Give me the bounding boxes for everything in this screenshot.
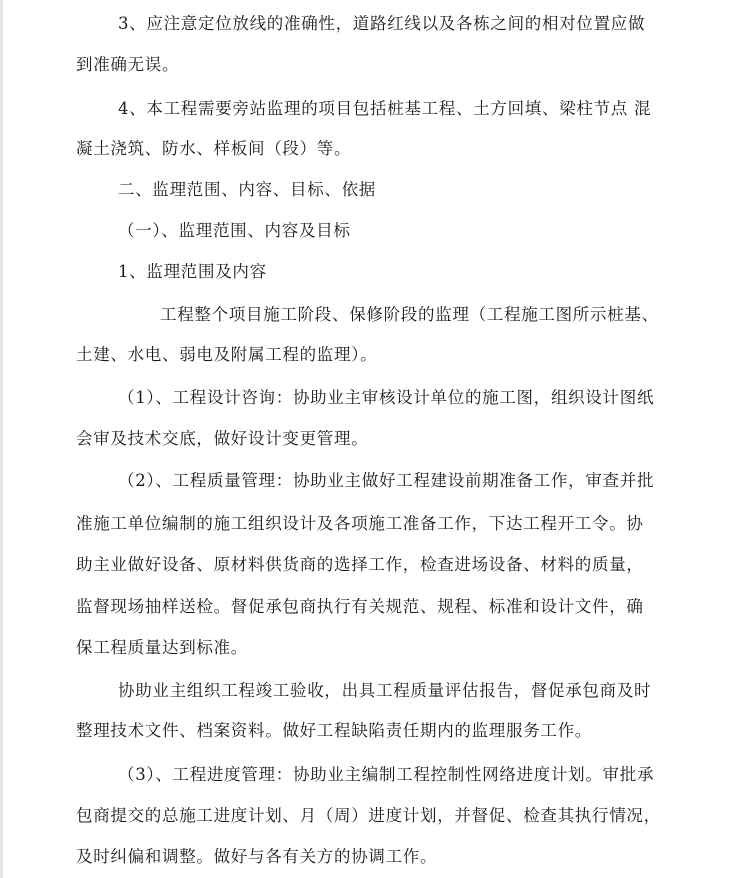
- text-line-10: （1）、工程设计咨询：协助业主审核设计单位的施工图，组织设计图纸: [118, 388, 655, 407]
- text-line-20: 包商提交的总施工进度计划、月（周）进度计划，并督促、检查其执行情况，: [76, 806, 661, 825]
- text-line-9: 土建、水电、弱电及附属工程的监理）。: [76, 345, 378, 364]
- text-line-1: 3、应注意定位放线的准确性，道路红线以及各栋之间的相对位置应做: [118, 14, 646, 33]
- text-line-4: 凝土浇筑、防水、样板间（段）等。: [76, 139, 352, 158]
- text-line-17: 协助业主组织工程竣工验收，出具工程质量评估报告，督促承包商及时: [118, 681, 652, 700]
- page-left-edge: [0, 0, 3, 878]
- text-line-12: （2）、工程质量管理：协助业主做好工程建设前期准备工作，审查并批: [118, 471, 655, 490]
- text-line-3: 4、本工程需要旁站监理的项目包括桩基工程、土方回填、梁柱节点 混: [118, 99, 652, 118]
- text-line-15: 监督现场抽样送检。督促承包商执行有关规范、规程、标准和设计文件，确: [76, 597, 644, 616]
- text-line-19: （3）、工程进度管理：协助业主编制工程控制性网络进度计划。审批承: [118, 765, 655, 784]
- text-line-18: 整理技术文件、档案资料。做好工程缺陷责任期内的监理服务工作。: [76, 721, 592, 740]
- text-line-13: 准施工单位编制的施工组织设计及各项施工准备工作，下达工程开工令。协: [76, 514, 644, 533]
- section-heading: 二、监理范围、内容、目标、依据: [118, 180, 376, 199]
- text-line-11: 会审及技术交底，做好设计变更管理。: [76, 429, 369, 448]
- item-heading: 1、监理范围及内容: [118, 262, 267, 281]
- text-line-2: 到准确无误。: [76, 55, 180, 74]
- text-line-8: 工程整个项目施工阶段、保修阶段的监理（工程施工图所示桩基、: [160, 305, 659, 324]
- subsection-heading: （一）、监理范围、内容及目标: [118, 221, 351, 240]
- text-line-14: 助主业做好设备、原材料供货商的选择工作，检查进场设备、材料的质量，: [76, 555, 644, 574]
- text-line-21: 及时纠偏和调整。做好与各有关方的协调工作。: [76, 847, 438, 866]
- text-line-16: 保工程质量达到标准。: [76, 638, 248, 657]
